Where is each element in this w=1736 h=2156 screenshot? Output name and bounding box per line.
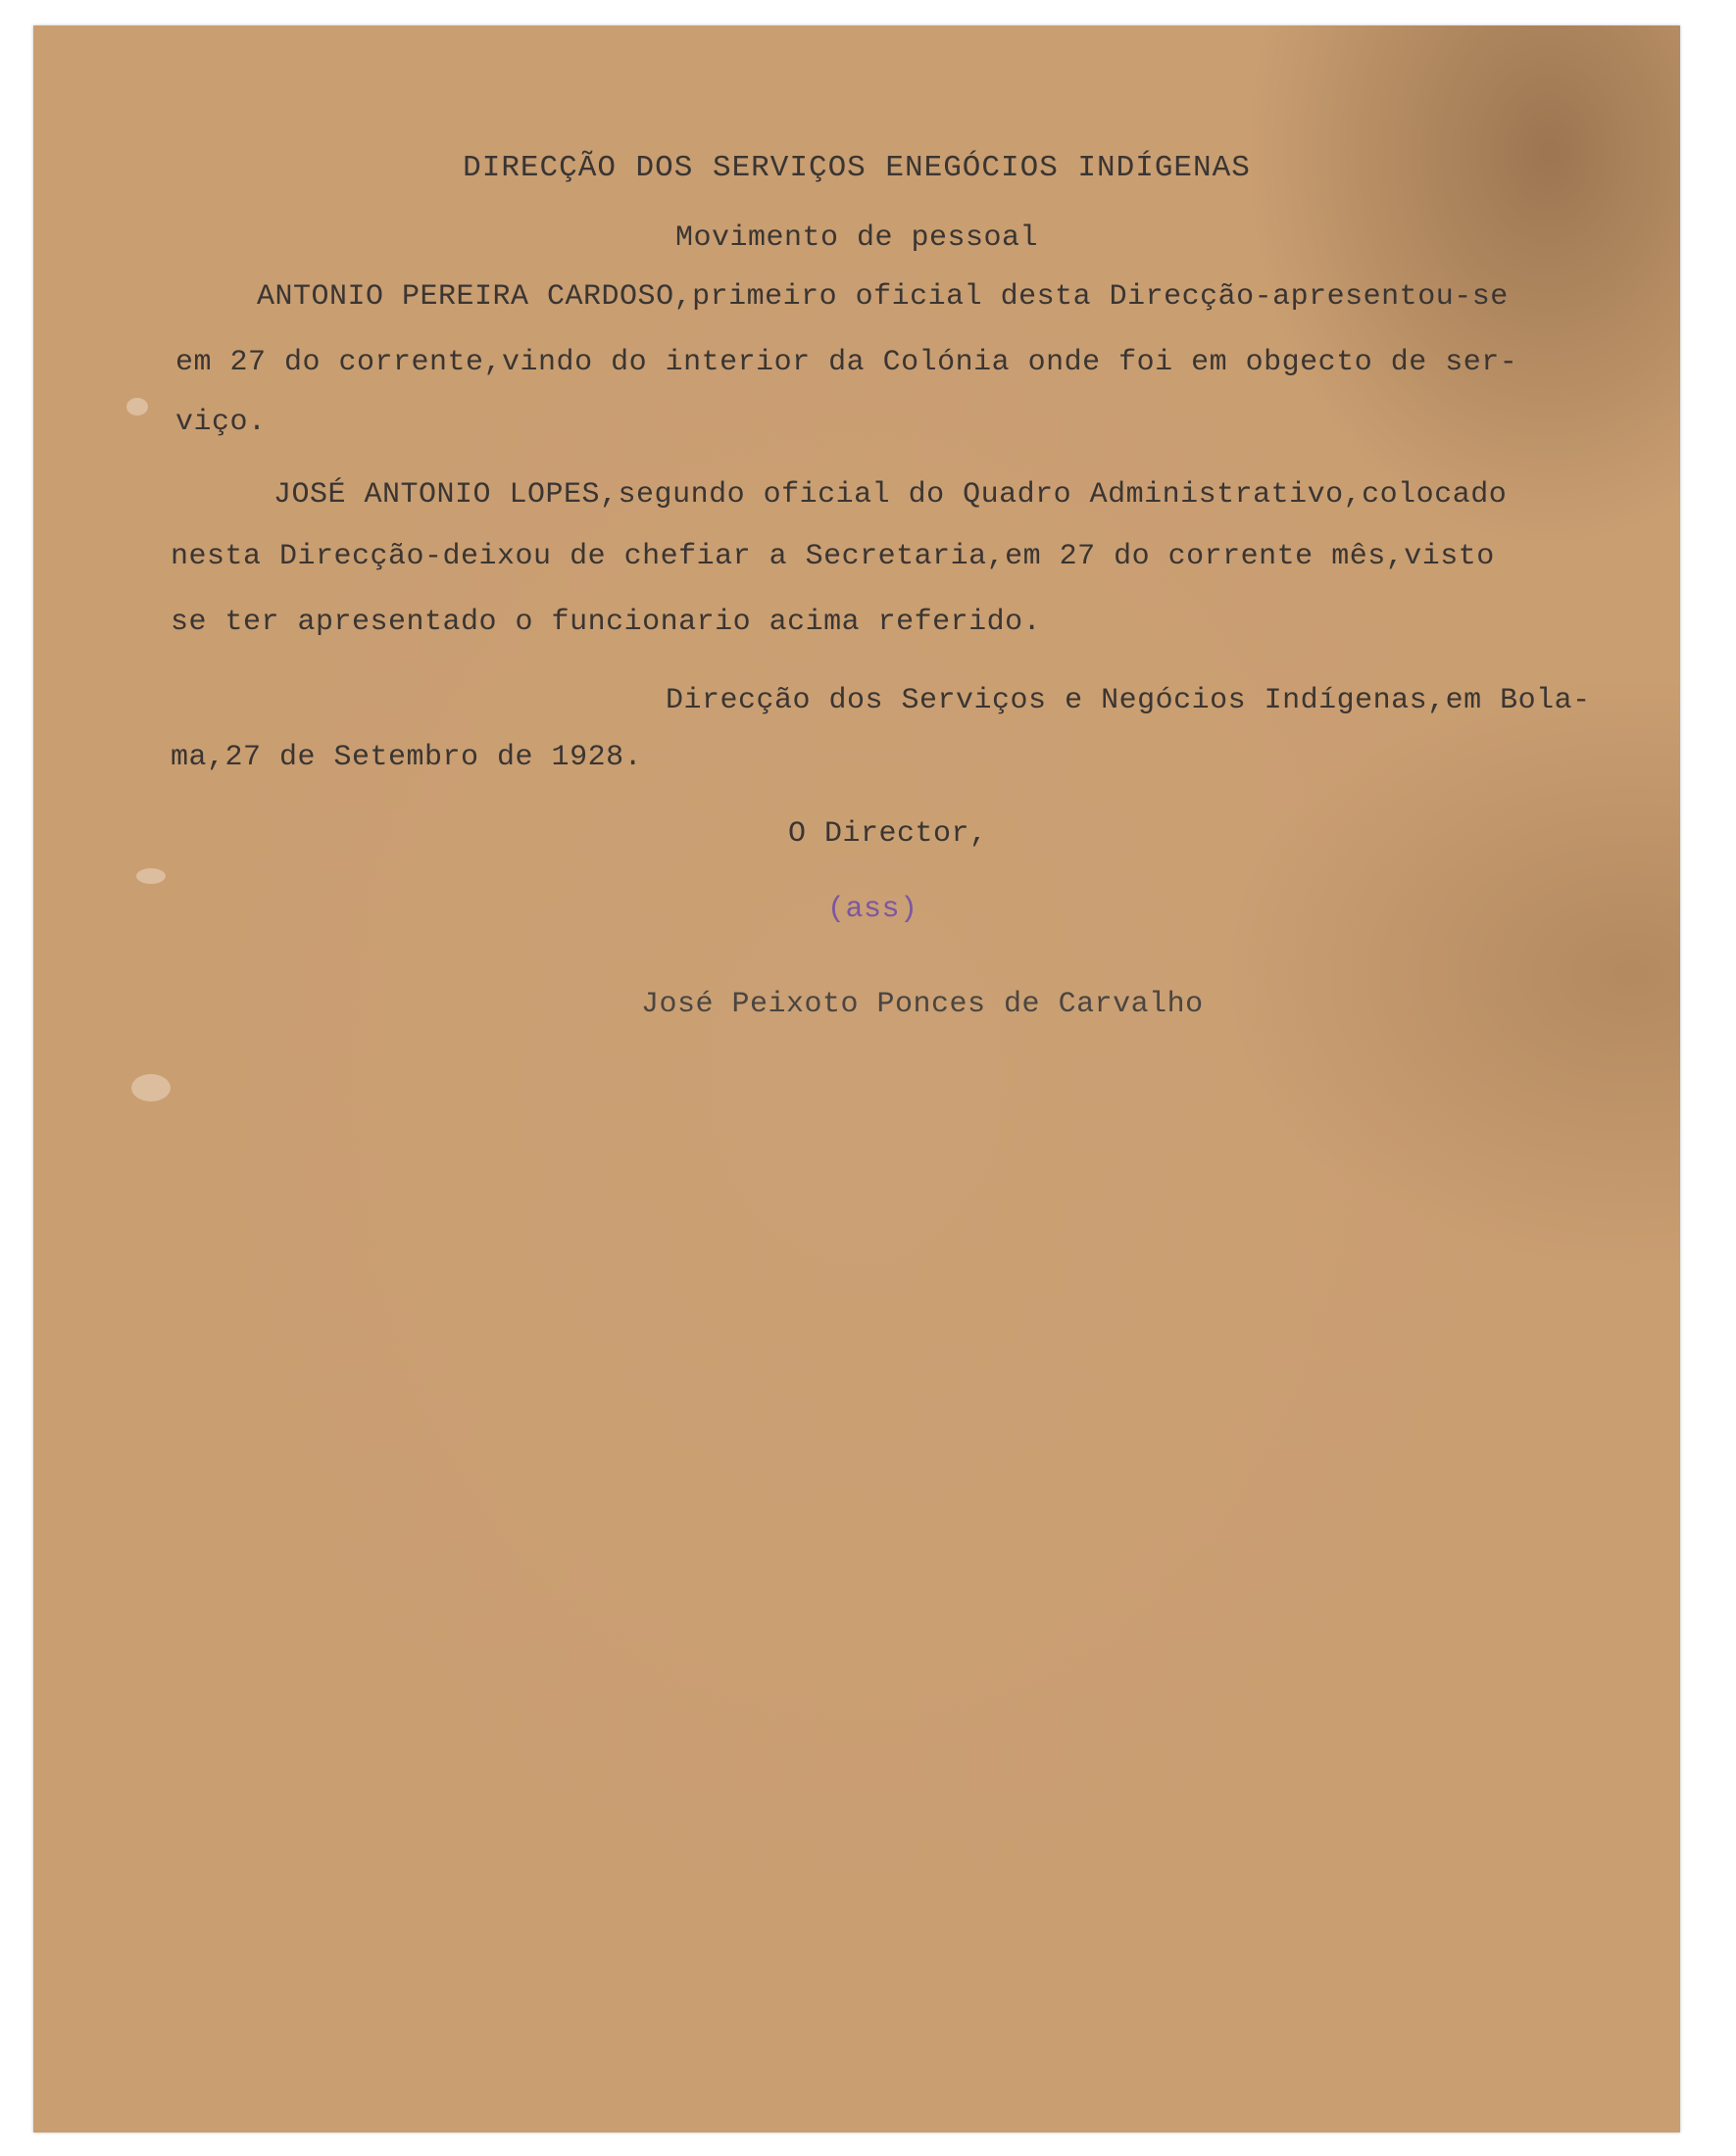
paper-hole-mark — [126, 398, 148, 416]
paragraph-2-line-3: se ter apresentado o funcionario acima referido. — [171, 606, 1042, 639]
document-subtitle: Movimento de pessoal — [674, 221, 1039, 255]
paper-hole-mark — [136, 868, 166, 884]
signature-mark: (ass) — [827, 893, 918, 926]
paragraph-1-line-3: viço. — [175, 406, 267, 439]
closing-line-1: Direcção dos Serviços e Negócios Indígenas,em Bola- — [666, 684, 1591, 717]
document-sheet — [33, 25, 1680, 2132]
closing-line-2: ma,27 de Setembro de 1928. — [171, 741, 643, 774]
paper-hole-mark — [131, 1074, 171, 1102]
document-title: DIRECÇÃO DOS SERVIÇOS ENEGÓCIOS INDÍGENAS — [463, 151, 1251, 185]
paragraph-1-line-2: em 27 do corrente,vindo do interior da Colónia onde foi em obgecto de ser- — [175, 346, 1518, 379]
paragraph-2-line-1: JOSÉ ANTONIO LOPES,segundo oficial do Quadro Administrativo,colocado — [273, 478, 1508, 512]
signoff: O Director, — [788, 817, 988, 851]
signatory-name: José Peixoto Ponces de Carvalho — [641, 988, 1204, 1021]
paragraph-2-line-2: nesta Direcção-deixou de chefiar a Secretaria,em 27 do corrente mês,visto — [171, 540, 1495, 573]
paragraph-1-line-1: ANTONIO PEREIRA CARDOSO,primeiro oficial desta Direcção-apresentou-se — [257, 280, 1509, 314]
